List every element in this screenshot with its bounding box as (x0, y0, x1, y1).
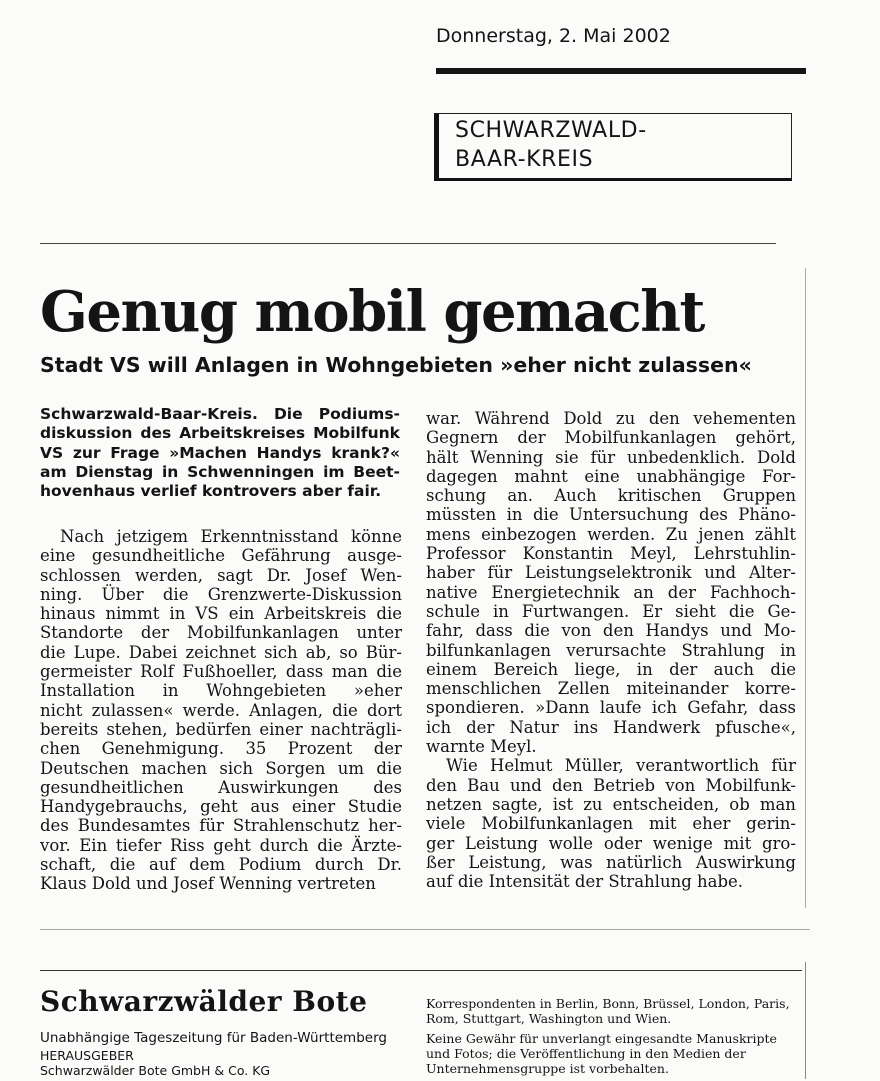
article-line: schule in Furtwangen. Er sieht die Ge- (426, 601, 796, 621)
article-subheadline: Stadt VS will Anlagen in Wohngebieten »eher nicht zulassen« (40, 353, 752, 377)
article-line: war. Während Dold zu den vehementen (426, 409, 796, 428)
article-line: warnte Meyl. (426, 737, 537, 757)
article-line: die Lupe. Dabei zeichnet sich ab, so Bür- (40, 642, 402, 662)
imprint-notes (426, 996, 796, 1081)
article-line: vor. Ein tiefer Riss geht durch die Ärzte- (40, 835, 402, 855)
article-line: Nach jetzigem Erkenntnisstand könne (60, 527, 402, 546)
article-line: mens einbezogen werden. Zu jenen zählt (426, 524, 796, 544)
article-line: des Bundesamtes für Strahlenschutz her- (40, 816, 402, 836)
section-label-line-2: BAAR-KREIS (455, 147, 594, 172)
article-line: dagegen mahnt eine unabhängige For- (426, 466, 796, 486)
header-rule (436, 68, 806, 74)
article-line: hält Wenning sie für unbedenklich. Dold (426, 447, 796, 467)
article-line: gesundheitlichen Auswirkungen des (40, 777, 402, 797)
divider-rule (40, 243, 776, 244)
article-line: diskussion des Arbeitskreises Mobilfunk (40, 424, 400, 443)
article-line: auf die Intensität der Strahlung habe. (426, 872, 744, 892)
article-line: menschlichen Zellen miteinander korre- (426, 679, 796, 699)
article-line: schaft, die auf dem Podium durch Dr. (40, 855, 402, 875)
article-line: haber für Leistungselektronik und Alter- (426, 563, 796, 583)
article-line: schung an. Auch kritischen Gruppen (426, 486, 796, 506)
article-line: ning. Über die Grenzwerte-Diskussion (40, 584, 402, 604)
article-line: am Dienstag in Schwenningen im Beet- (40, 462, 400, 481)
article-line: VS zur Frage »Machen Handys krank?« (40, 443, 400, 462)
newspaper-tagline: Unabhängige Tageszeitung für Baden-Württemberg (40, 1030, 387, 1046)
footer-rule (40, 970, 802, 971)
disclaimer-note: Keine Gewähr für unverlangt eingesandte Manuskripte und Fotos; die Veröffentlichung in den Medien der Unternehmensgruppe ist vorbehalten. (426, 1031, 777, 1076)
article-line: fahr, dass die von den Handys und Mo- (426, 621, 796, 641)
article-line: müssten in die Untersuchung des Phäno- (426, 505, 796, 525)
article-line: germeister Rolf Fußhoeller, dass man die (40, 662, 402, 682)
footer-top-rule (40, 929, 810, 930)
section-label-box (434, 113, 792, 181)
article-line: Gegnern der Mobilfunkanlagen gehört, (426, 428, 796, 448)
article-line: viele Mobilfunkanlagen mit eher gerin- (426, 814, 796, 834)
article-line: eine gesundheitliche Gefährung ausge- (40, 546, 402, 566)
article-line: Handygebrauchs, geht aus einer Studie (40, 797, 402, 817)
publisher-name: Schwarzwälder Bote GmbH & Co. KG (40, 1063, 271, 1078)
article-line: Klaus Dold und Josef Wenning vertreten (40, 874, 376, 894)
article-line: Standorte der Mobilfunkanlagen unter (40, 623, 402, 643)
article-line: hinaus nimmt in VS ein Arbeitskreis die (40, 604, 402, 624)
article-line: netzen sagte, ist zu entscheiden, ob man (426, 794, 796, 814)
article-line: nicht zulassen« werde. Anlagen, die dort (40, 700, 402, 720)
article-line: Schwarzwald-Baar-Kreis. Die Podiums- (40, 405, 400, 423)
correspondents-note: Korrespondenten in Berlin, Bonn, Brüssel, London, Paris, Rom, Stuttgart, Washington und Wien. (426, 996, 790, 1026)
newspaper-masthead: Schwarzwälder Bote (40, 985, 368, 1018)
article-line: bilfunkanlagen verursachte Strahlung in (426, 640, 796, 660)
article-line: Professor Konstantin Meyl, Lehrstuhlin- (426, 544, 796, 564)
article-line: ger Leistung wolle oder wenige mit gro- (426, 833, 796, 853)
article-line: bereits stehen, bedürfen einer nachträgli- (40, 719, 402, 739)
article-line: einem Bereich liege, in der auch die (426, 659, 796, 679)
article-line: ich der Natur ins Handwerk pfusche«, (426, 717, 796, 737)
article-line: native Energietechnik an der Fachhoch- (426, 582, 796, 602)
article-line: chen Genehmigung. 35 Prozent der (40, 739, 402, 759)
article-line: den Bau und den Betrieb von Mobilfunk- (426, 775, 796, 795)
article-line: Wie Helmut Müller, verantwortlich für (446, 756, 796, 776)
article-line: spondieren. »Dann laufe ich Gefahr, dass (426, 698, 796, 718)
article-line: schlossen werden, sagt Dr. Josef Wen- (40, 565, 402, 585)
publisher-label: HERAUSGEBER (40, 1048, 134, 1063)
publisher-block (40, 1048, 270, 1078)
footer-edge-line (805, 962, 806, 1079)
article-column-left (40, 527, 402, 894)
article-headline: Genug mobil gemacht (40, 279, 704, 345)
article-line: Installation in Wohngebieten »eher (40, 681, 402, 701)
article-line: ßer Leistung, was natürlich Auswirkung (426, 852, 796, 872)
publication-date: Donnerstag, 2. Mai 2002 (436, 25, 671, 47)
article-line: hovenhaus verlief kontrovers aber fair. (40, 482, 382, 501)
article-lead (40, 405, 400, 501)
column-edge-line (805, 268, 806, 908)
article-line: Deutschen machen sich Sorgen um die (40, 758, 402, 778)
article-column-right (426, 409, 796, 891)
section-label-line-1: SCHWARZWALD- (455, 118, 647, 143)
